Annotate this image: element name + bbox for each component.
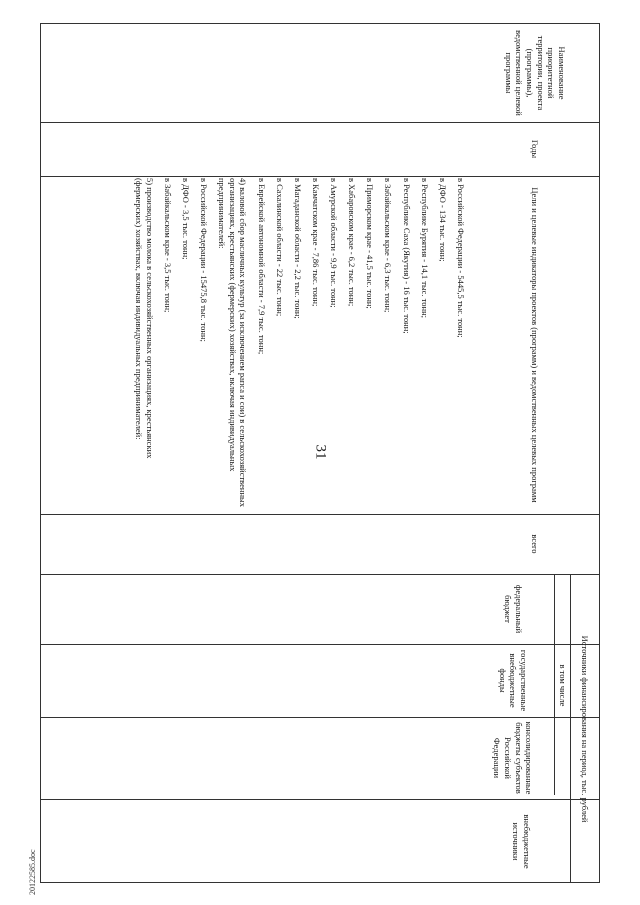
footer-doc-code: 20122585.doc (28, 849, 37, 895)
indicator-item: в Республике Бурятия - 14,1 тыс. тонн; (419, 177, 430, 318)
indicator-item: в Российской Федерации - 5445,5 тыс. тонн; (456, 177, 466, 338)
header-goals: Цели и целевые индикаторы проектов (программ) и ведомственных целевых программ (530, 186, 541, 503)
indicator-item: в Магаданской области - 2,2 тыс. тонн; (292, 177, 303, 319)
indicator-item: 4) валовой сбор масличных культур (за исключением рапса и сои) в сельскохозяйственных организациях, крестьянских (фермерских) хозяйствах, включая индивидуальных предпринимателей: (217, 177, 249, 507)
indicator-item: в ДФО - 134 тыс. тонн; (437, 177, 448, 262)
table-header (471, 23, 600, 883)
header-total: всего (530, 533, 541, 554)
indicator-item: в ДФО - 3,5 тыс. тонн; (181, 177, 191, 259)
indicator-item: в Сахалинской области - 22 тыс. тонн; (274, 177, 285, 316)
header-years: Годы (530, 139, 541, 158)
page-number: 31 (312, 444, 329, 460)
indicator-item: в Республике Саха (Якутия) - 16 тыс. тонн; (401, 177, 412, 334)
indicator-item: в Забайкальском крае - 3,5 тыс. тонн; (162, 177, 173, 312)
indicator-item: в Камчатском крае - 7,86 тыс. тонн; (311, 177, 321, 306)
indicator-item: в Хабаровском крае - 6,2 тыс. тонн; (347, 177, 358, 306)
indicator-item: в Приморском крае - 41,5 тыс. тонн; (365, 177, 376, 309)
indicator-item: 5) производство молока в сельскохозяйственных организациях, крестьянских (фермерских) хозяйствах, включая индивидуальных предпринимателей: (134, 177, 155, 458)
header-including: в том числе (558, 664, 569, 706)
indicator-item: в Забайкальском крае - 6,3 тыс. тонн; (383, 177, 394, 312)
indicator-list (126, 178, 466, 508)
header-state-funds: государственные внебюджетные фонды (497, 649, 529, 711)
indicator-item: в Амурской области - 9,9 тыс. тонн; (329, 177, 340, 308)
table-body (40, 23, 472, 883)
indicator-item: в Еврейской автономной области - 7,9 тыс. тонн; (256, 177, 267, 354)
header-name: Наименование приоритетной территории, проекта (программы), ведомственной целевой программы (503, 29, 567, 116)
header-extra: внебюджетные источники (511, 813, 532, 869)
header-sources: Источники финансирования на период, тыс. рублей (580, 635, 591, 822)
header-regional: консолидированные бюджеты субъектов Российской Федерации (492, 721, 535, 794)
header-federal: федеральный бюджет (503, 584, 524, 633)
rotated-table-page (40, 23, 600, 883)
indicator-item: в Российской Федерации - 15475,8 тыс. тонн; (199, 177, 210, 342)
